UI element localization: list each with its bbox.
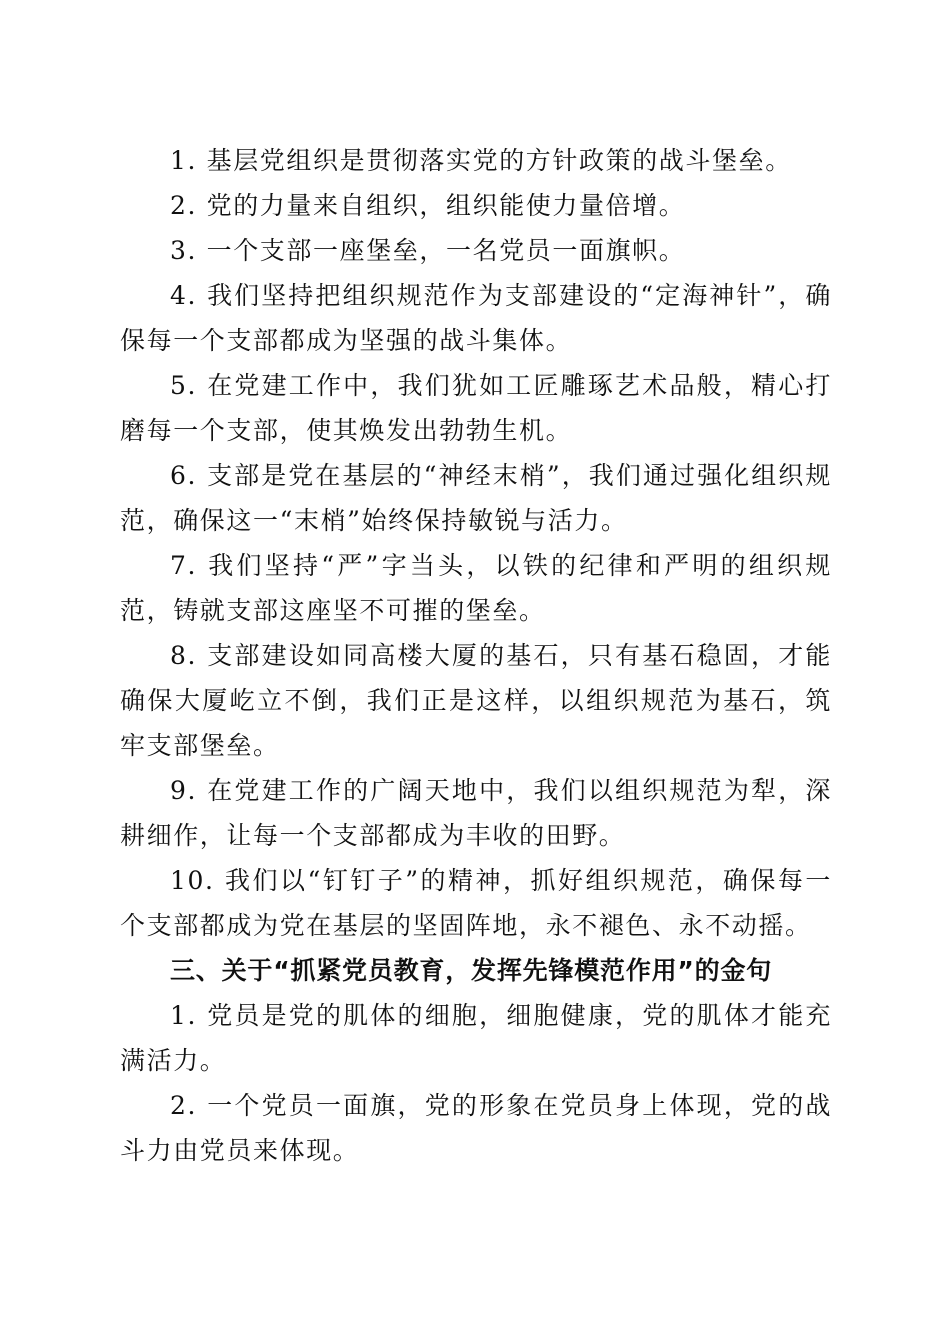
paragraph-1-2: 2. 党的力量来自组织，组织能使力量倍增。: [170, 191, 686, 220]
paragraph-1-10: 10. 我们以“钉钉子”的精神，抓好组织规范，确保每一个支部都成为党在基层的坚固阵地，永不褪色、永不动摇。: [120, 866, 832, 940]
paragraph-1-3: 3. 一个支部一座堡垒，一名党员一面旗帜。: [170, 236, 686, 265]
paragraph-1-7: 7. 我们坚持“严”字当头，以铁的纪律和严明的组织规范，铸就支部这座坚不可摧的堡垒。: [120, 551, 832, 625]
paragraph-1-1: 1. 基层党组织是贯彻落实党的方针政策的战斗堡垒。: [170, 146, 792, 175]
paragraph-1-5: 5. 在党建工作中，我们犹如工匠雕琢艺术品般，精心打磨每一个支部，使其焕发出勃勃生机。: [120, 371, 832, 445]
paragraph-2-1: 1. 党员是党的肌体的细胞，细胞健康，党的肌体才能充满活力。: [120, 1001, 832, 1075]
section-heading: 三、关于“抓紧党员教育，发挥先锋模范作用”的金句: [170, 956, 773, 985]
document-body: [120, 138, 832, 1173]
paragraph-1-6: 6. 支部是党在基层的“神经末梢”，我们通过强化组织规范，确保这一“末梢”始终保持敏锐与活力。: [120, 461, 832, 535]
paragraph-1-8: 8. 支部建设如同高楼大厦的基石，只有基石稳固，才能确保大厦屹立不倒，我们正是这样，以组织规范为基石，筑牢支部堡垒。: [120, 641, 832, 760]
paragraph-1-9: 9. 在党建工作的广阔天地中，我们以组织规范为犁，深耕细作，让每一个支部都成为丰收的田野。: [120, 776, 832, 850]
paragraph-1-4: 4. 我们坚持把组织规范作为支部建设的“定海神针”，确保每一个支部都成为坚强的战斗集体。: [120, 281, 832, 355]
paragraph-2-2: 2. 一个党员一面旗，党的形象在党员身上体现，党的战斗力由党员来体现。: [120, 1091, 832, 1165]
